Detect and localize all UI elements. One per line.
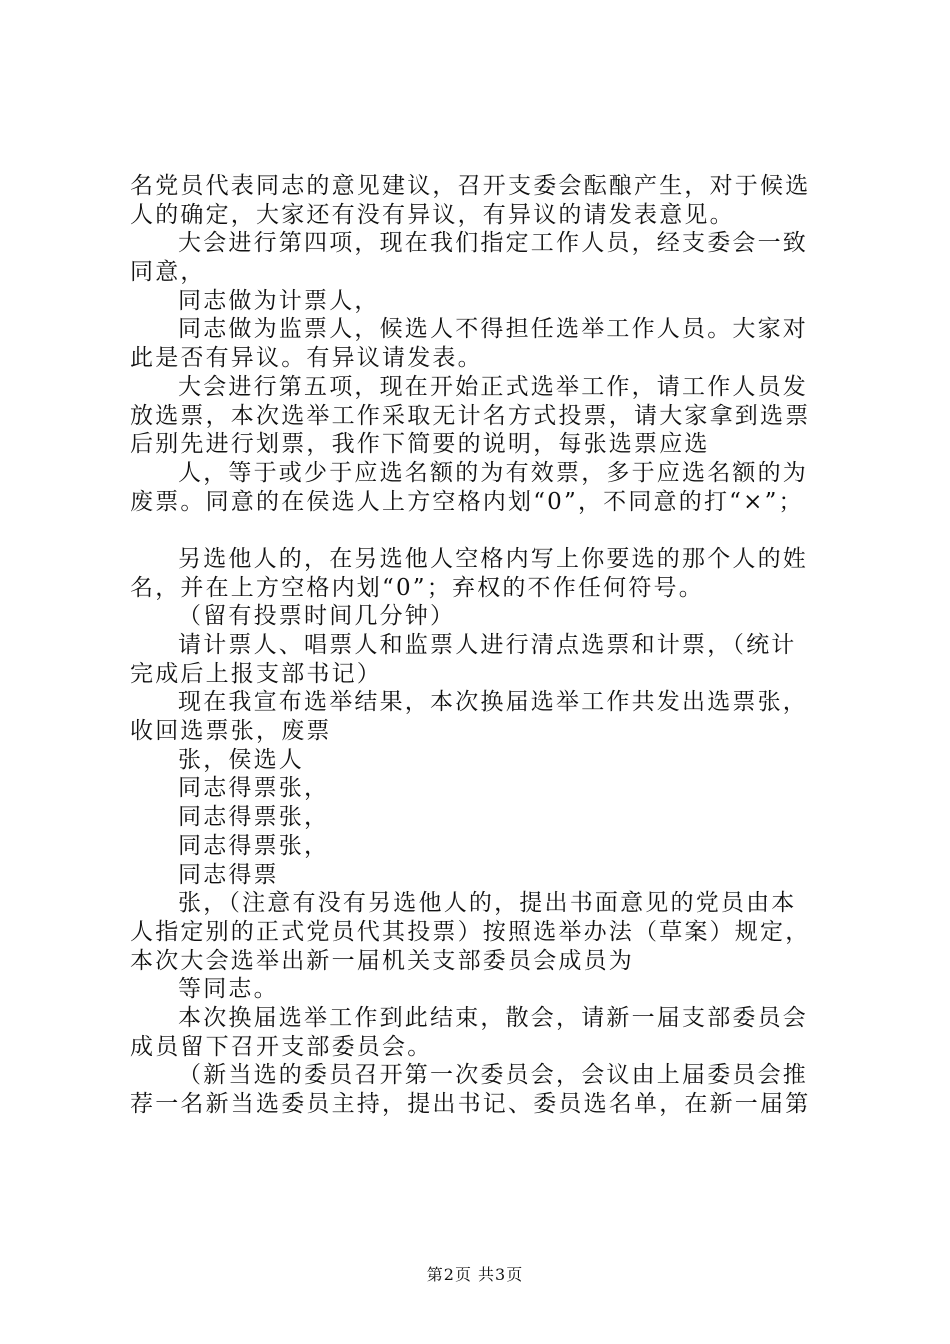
text-line: 同志得票张，: [178, 775, 330, 802]
text-line: （新当选的委员召开第一次委员会，会议由上届委员会推: [178, 1062, 808, 1089]
text-line: 张，（注意有没有另选他人的，提出书面意见的党员由本: [178, 890, 797, 917]
blank-line: [130, 516, 840, 545]
text-line: 等同志。: [178, 976, 279, 1003]
text-line: 此是否有异议。有异议请发表。: [130, 345, 483, 372]
text-line: 同志做为计票人，: [178, 287, 380, 314]
text-line: 同志得票张，: [178, 804, 330, 831]
text-line: 收回选票张，废票: [130, 718, 332, 745]
text-line: 请计票人、唱票人和监票人进行清点选票和计票，（统计: [178, 632, 797, 658]
text-line: 后别先进行划票，我作下简要的说明，每张选票应选: [130, 431, 710, 458]
text-line: 大会进行第四项，现在我们指定工作人员，经支委会一致: [178, 230, 808, 257]
text-line: 同意，: [130, 259, 206, 286]
text-line: 成员留下召开支部委员会。: [130, 1033, 433, 1060]
text-line: 现在我宣布选举结果，本次换届选举工作共发出选票张，: [178, 689, 808, 716]
text-line: （留有投票时间几分钟）: [178, 603, 456, 630]
text-line: 张，侯选人: [178, 746, 304, 773]
page-footer: 第2页 共3页: [426, 1265, 524, 1284]
text-line: 完成后上报支部书记）: [130, 660, 382, 687]
text-line: 人，等于或少于应选名额的为有效票，多于应选名额的为: [178, 459, 808, 486]
text-line: 另选他人的，在另选他人空格内写上你要选的那个人的姓: [178, 545, 808, 572]
text-line: 放选票，本次选举工作采取无计名方式投票，请大家拿到选票: [130, 402, 811, 429]
text-line: 人的确定，大家还有没有异议，有异议的请发表意见。: [130, 201, 735, 228]
text-line: 荐一名新当选委员主持，提出书记、委员选名单，在新一届第: [130, 1091, 811, 1117]
text-line: 同志做为监票人，候选人不得担任选举工作人员。大家对: [178, 316, 808, 343]
text-line: 同志得票: [178, 861, 279, 888]
text-line: 名，并在上方空格内划“0”；弃权的不作任何符号。: [130, 574, 704, 601]
text-line: 废票。同意的在侯选人上方空格内划“0”，不同意的打“×”；: [130, 488, 804, 515]
text-line: 人指定别的正式党员代其投票）按照选举办法（草案）规定，: [130, 918, 811, 945]
text-line: 名党员代表同志的意见建议，召开支委会酝酿产生，对于候选: [130, 173, 811, 199]
text-line: 本次大会选举出新一届机关支部委员会成员为: [130, 947, 634, 974]
body-text: [130, 172, 840, 1119]
text-line: 同志得票张，: [178, 832, 330, 859]
text-line: 大会进行第五项，现在开始正式选举工作，请工作人员发: [178, 373, 808, 400]
text-line: 本次换届选举工作到此结束，散会，请新一届支部委员会: [178, 1004, 808, 1031]
